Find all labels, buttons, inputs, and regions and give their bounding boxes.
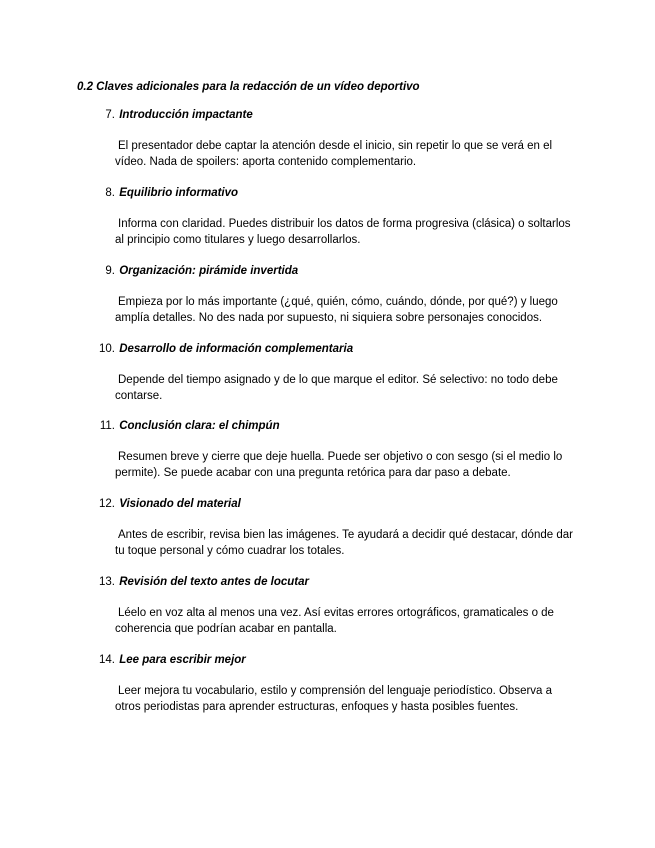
section-heading: 0.2 Claves adicionales para la redacción de un vídeo deportivo	[77, 81, 420, 93]
item-number: 8.	[105, 187, 115, 199]
item-title: Lee para escribir mejor	[119, 654, 246, 666]
item-text: Informa con claridad. Puedes distribuir los datos de forma progresiva (clásica) o soltarlos al principio como titulares y luego desarrollarlos.	[115, 218, 571, 246]
list-item	[93, 574, 583, 637]
item-number: 10.	[99, 343, 115, 355]
item-title-row	[93, 496, 583, 512]
item-title-row	[93, 341, 583, 357]
item-title: Revisión del texto antes de locutar	[119, 576, 310, 588]
item-text: Leer mejora tu vocabulario, estilo y comprensión del lenguaje periodístico. Observa a otros periodistas para aprender estructuras, enfoques y hasta posibles fuentes.	[115, 685, 553, 713]
list-item	[93, 418, 583, 481]
list-item	[93, 341, 583, 404]
item-title-row	[93, 263, 583, 279]
item-number: 12.	[99, 498, 115, 510]
item-title-row	[93, 418, 583, 434]
list-item	[93, 107, 583, 170]
item-text: El presentador debe captar la atención desde el inicio, sin repetir lo que se verá en el vídeo. Nada de spoilers: aporta contenido complementario.	[115, 140, 553, 168]
item-title: Conclusión clara: el chimpún	[119, 420, 280, 432]
item-title: Equilibrio informativo	[119, 187, 239, 199]
item-number: 9.	[105, 265, 115, 277]
item-text: Depende del tiempo asignado y de lo que marque el editor. Sé selectivo: no todo debe contarse.	[115, 374, 558, 402]
list-item	[93, 652, 583, 715]
item-number: 11.	[99, 420, 115, 432]
item-text: Léelo en voz alta al menos una vez. Así evitas errores ortográficos, gramaticales o de coherencia que podrían acabar en pantalla.	[115, 607, 554, 635]
list-item	[93, 263, 583, 326]
item-text: Antes de escribir, revisa bien las imágenes. Te ayudará a decidir qué destacar, dónde dar tu toque personal y cómo cuadrar los totales.	[115, 529, 573, 557]
item-title-row	[93, 107, 583, 123]
item-text: Resumen breve y cierre que deje huella. Puede ser objetivo o con sesgo (si el medio lo permite). Se puede acabar con una pregunta retórica para dar paso a debate.	[115, 451, 563, 479]
item-title-row	[93, 574, 583, 590]
item-title: Organización: pirámide invertida	[119, 265, 299, 277]
list-item	[93, 185, 583, 248]
item-text: Empieza por lo más importante (¿qué, quién, cómo, cuándo, dónde, por qué?) y luego amplía detalles. No des nada por supuesto, ni siquiera sobre personajes conocidos.	[115, 296, 558, 324]
item-number: 14.	[99, 654, 115, 666]
item-title: Desarrollo de información complementaria	[119, 343, 354, 355]
item-title: Introducción impactante	[119, 109, 253, 121]
item-number: 13.	[99, 576, 115, 588]
item-title-row	[93, 185, 583, 201]
list-item	[93, 496, 583, 559]
item-number: 7.	[105, 109, 115, 121]
item-title-row	[93, 652, 583, 668]
item-title: Visionado del material	[119, 498, 241, 510]
